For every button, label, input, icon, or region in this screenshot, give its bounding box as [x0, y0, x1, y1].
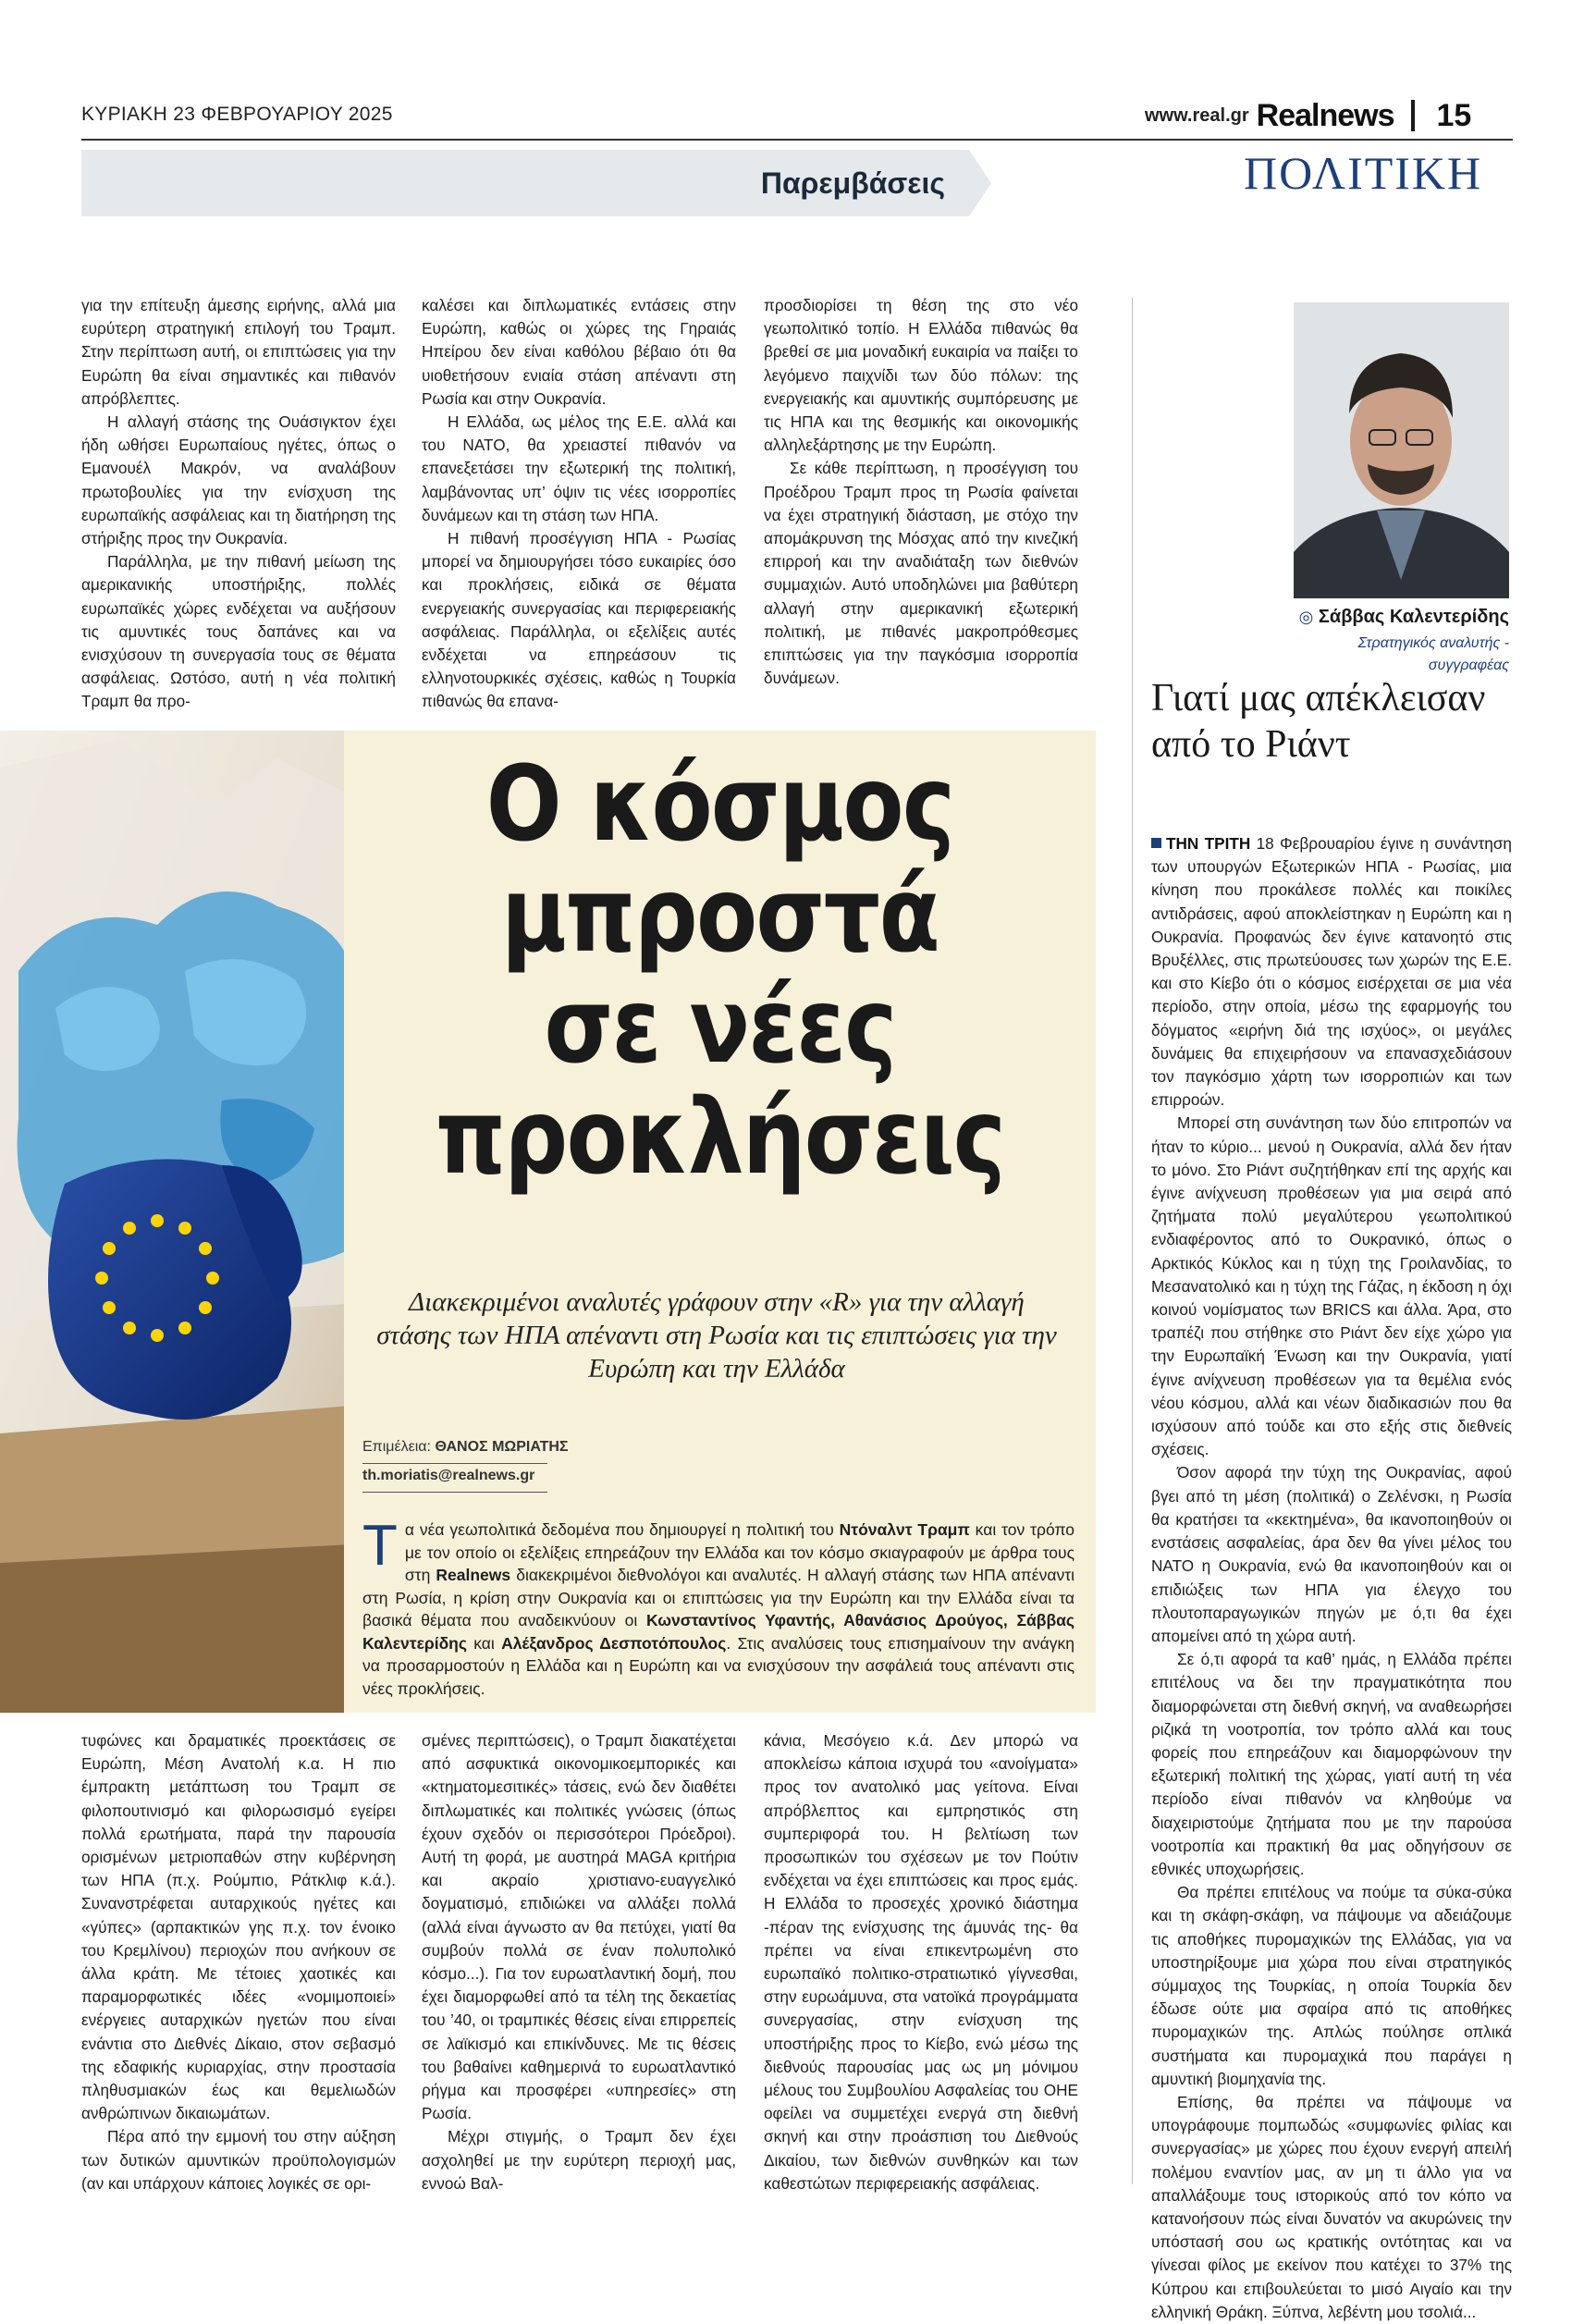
- eu-flag-icon: [48, 1159, 302, 1420]
- lower-column-2: [422, 1729, 736, 2195]
- paragraph: κάνια, Μεσόγειο κ.ά. Δεν μπορώ να αποκλείσω κάποια ισχυρά του «ανοίγματα» προς τον ανατολικό μας γείτονα. Είναι απρόβλεπτος και εμπρηστικός στη συμπεριφορά του. Η βελτίωση των προσωπικών του σχέσεων με τον Πούτιν ενδέχεται να έχει επιπτώσεις και προς εμάς. Η Ελλάδα το προσεχές χρονικό διάστημα -πέραν της ενίσχυσης της άμυνάς της- θα πρέπει να είναι επικεντρωμένη στο ευρωπαϊκό πολιτικο-στρατιωτικό γίγνεσθαι, στην ευρωάμυνα, στα νατοϊκά προγράμματα συνεργασίας, στην ενίσχυση της υποστήριξης προς το Κίεβο, ενώ μέσω της διεθνούς παρουσίας μας ως μη μόνιμου μέλους του Συμβουλίου Ασφαλείας του ΟΗΕ οφείλει να συμμετέχει ενεργά στη διεθνή σκηνή και στην προάσπιση του Διεθνούς Δικαίου, των διεθνών συνθηκών και των καθεστώτων περιφερειακής ασφάλειας.: [764, 1731, 1078, 2193]
- page-number: 15: [1436, 97, 1472, 133]
- paragraph: Σε ό,τι αφορά τα καθ’ ημάς, η Ελλάδα πρέπει επιτέλους να δει την πραγματικότητα που διαμορφώνεται στη διεθνή σκηνή, να αναθεωρήσει ριζικά τη νοοτροπία, τον τρόπο αλλά και τους φορείς που επηρεάζουν και διαμορφώνουν την εξωτερική πολιτική της χώρας, γιατί αυτή τη νέα περίοδο είναι πιθανόν να κληθούμε να διαχειριστούμε ζητήματα που με την παρούσα νοοτροπία και πρακτική θα μας οδηγήσουν σε εθνικές υποχωρήσεις.: [1151, 1650, 1512, 1878]
- lead-name: Κωνσταντίνος Υφαντής, Αθανάσιος Δρούγος, Σάββας Καλεντερίδης: [362, 1611, 1075, 1653]
- headline-line: προκλήσεις: [435, 1077, 1005, 1198]
- headline: [397, 744, 1043, 1198]
- lower-column-3: [764, 1729, 1078, 2195]
- paragraph: Η Ελλάδα, ως μέλος της Ε.Ε. αλλά και του ΝΑΤΟ, θα χρειαστεί πιθανόν να επανεξετάσει την εξωτερική της πολιτική, λαμβάνοντας υπ’ όψιν τις νέες ισορροπίες δυνάμεων και τη στάση των ΗΠΑ.: [422, 412, 736, 524]
- headline-line: σε νέες: [544, 966, 896, 1087]
- lead-text: και τον τρόπο με τον οποίο οι εξελίξεις επηρεάζουν την Ελλάδα και τον κόσμο σκιαγραφούν με άρθρα τους στη: [404, 1520, 1074, 1584]
- lead-name: Αλέξανδρος Δεσποτόπουλος: [501, 1633, 727, 1653]
- author-role-line: συγγραφέας: [1428, 658, 1509, 673]
- section-bar-arrow: [969, 150, 991, 216]
- paragraph: Όσον αφορά την τύχη της Ουκρανίας, αφού βγει από τη μέση (πολιτικά) ο Ζελένσκι, η Ρωσία θα κρατήσει τα «κεκτημένα», θα ικανοποιηθούν οι ενστάσεις ασφαλείας, άρα δεν θα γίνει μέλος του ΝΑΤΟ η Ουκρανία, ενώ θα ικανοποιηθούν και οι επιδιώξεις των ΗΠΑ για έλεγχο του πλουτοπαραγωγικών πηγών με ό,τι θα έχει απομείνει από τη χώρα αυτή.: [1151, 1463, 1512, 1645]
- headline-line: μπροστά: [501, 855, 939, 976]
- realnews-logo: Realnews: [1256, 97, 1394, 133]
- paragraph: Επίσης, θα πρέπει να πάψουμε να υπογράφουμε πομπωδώς «συμφωνίες φιλίας και συνεργασίας» με χώρες που έχουν ενεργή απειλή πολέμου εναντίον μας, αν μη τι άλλο για να απαλλάξουμε τους ιστορικούς από τον κόπο να κατανοήσουν πώς είναι δυνατόν να ακυρώνεις την υπόστασή σου ως κρατικής οντότητας και να γίνεσαι φίλος με εκείνον που κατέχει το 37% της Κύπρου και επιβουλεύεται το μισό Αιγαίο και την ελληνική Θράκη. Ξύπνα, λεβέντη μου τσολιά...: [1151, 2092, 1512, 2321]
- author-name-text: Σάββας Καλεντερίδης: [1318, 607, 1509, 627]
- paragraph: καλέσει και διπλωματικές εντάσεις στην Ευρώπη, καθώς οι χώρες της Γηραιάς Ηπείρου δεν είναι καθόλου βέβαιο ότι θα υιοθετήσουν ενιαία στάση απέναντι στη Ρωσία και στην Ουκρανία.: [422, 296, 736, 408]
- editor-rule: [362, 1492, 547, 1493]
- lead-text: 18 Φεβρουαρίου έγινε η συνάντηση των υπουργών Εξωτερικών ΗΠΑ - Ρωσίας, μια κίνηση που προκάλεσε πολλές και ποικίλες αντιδράσεις, αφού αποκλείστηκαν η Ευρώπη και η Ουκρανία. Προφανώς δεν έγινε κατανοητό στις Βρυξέλλες, στις πρωτεύουσες των χωρών της Ε.Ε. και στο Κίεβο ότι ο κόσμος εισέρχεται σε μια νέα περίοδο, στην οποία, μέσω της εφαρμογής του δόγματος «ειρήνη διά της ισχύος», οι μεγάλες δυνάμεις θα επιχειρήσουν να επανασχεδιάσουν τον παγκόσμιο χάρτη των ισορροπιών και των επιρροών.: [1151, 834, 1512, 1110]
- brand-block: [1145, 97, 1472, 133]
- subheadline: Διακεκριμένοι αναλυτές γράφουν στην «R» για την αλλαγή στάσης των ΗΠΑ απέναντι στη Ρωσία και τις επιπτώσεις για την Ευρώπη και την Ελλάδα: [376, 1287, 1057, 1383]
- opinion-body: [1151, 832, 1512, 2324]
- paragraph: Παράλληλα, με την πιθανή μείωση της αμερικανικής υποστήριξης, πολλές ευρωπαϊκές χώρες ενδέχεται να αυξήσουν τις αμυντικές τους δαπάνες και να ενισχύσουν τη συνεργασία τους σε θέματα ασφάλειας. Ωστόσο, αυτή η νέα πολιτική Τραμπ θα προ-: [81, 552, 396, 711]
- section-label: Παρεμβάσεις: [760, 166, 945, 200]
- world-map-eu-photo: [0, 731, 351, 1713]
- opinion-title: Γιατί μας απέκλεισαν από το Ριάντ: [1151, 677, 1486, 766]
- column-divider: [1132, 298, 1133, 2184]
- paragraph: τυφώνες και δραματικές προεκτάσεις σε Ευρώπη, Μέση Ανατολή κ.α. Η πιο έμπρακτη μετάπτωση του Τραμπ σε φιλοπουτινισμό και φιλορωσισμό εγείρει πολλά ερωτήματα, παρά την παρουσία ορισμένων μετριοπαθών στην κυβέρνηση των ΗΠΑ (π.χ. Ρούμπιο, Ράτκλιφ κ.ά.). Συνανστρέφεται αυταρχικούς ηγέτες και «γύπες» (αρπακτικών γης π.χ. τον ένοικο του Κρεμλίνου) περιοχών που ανήκουν σε άλλα κράτη. Με τέτοιες χαοτικές και παραμορφωτικές ιδέες «νομιμοποιεί» ενέργειες αυταρχικών ηγετών που είναι ενάντια στο Διεθνές Δίκαιο, στον σεβασμό της εδαφικής κυριαρχίας, στην προστασία πληθυσμιακών έως και θεμελιωδών ανθρώπινων δικαιωμάτων.: [81, 1731, 396, 2123]
- author-role: [1137, 633, 1509, 677]
- paragraph: σμένες περιπτώσεις), ο Τραμπ διακατέχεται από ασφυκτικά οικονομικοεμπορικές και «κτηματομεσιτικές» τάσεις, ενώ δεν διαθέτει διπλωματικές και πολιτικές γνώσεις (όπως έχουν σχεδόν οι περισσότεροι Πρόεδροι). Αυτή τη φορά, με αυστηρά MAGA κριτήρια και ακραίο χριστιανο-ευαγγελικό δογματισμό, επιδιώκει να αλλάξει πολλά (αλλά είναι άγνωστο αν θα πετύχει, γιατί θα συμβούν πολλά σε έναν πολυπολικό κόσμο...). Για τον ευρωατλαντική δομή, που έχει διαμορφωθεί από τα τέλη της δεκαετίας του ’40, οι τραμπικές θέσεις είναι επιρρεπείς σε λαϊκισμό και επικίνδυνες. Με τις θέσεις του βαθαίνει καθημερινά το ευρωατλαντικό ρήγμα και προσφέρει «υπηρεσίες» στη Ρωσία.: [422, 1731, 736, 2123]
- lead-name: Ντόναλντ Τραμπ: [839, 1520, 970, 1539]
- paragraph: Μέχρι στιγμής, ο Τραμπ δεν έχει ασχοληθεί με την ευρύτερη περιοχή μας, εννοώ Βαλ-: [422, 2127, 736, 2193]
- lead-tag: ΤΗΝ ΤΡΙΤΗ: [1166, 834, 1251, 853]
- category-title: ΠΟΛΙΤΙΚΗ: [1244, 147, 1483, 199]
- issue-date: ΚΥΡΙΑΚΗ 23 ΦΕΒΡΟΥΑΡΙΟΥ 2025: [81, 104, 393, 125]
- upper-column-2: [422, 294, 736, 714]
- paragraph: Θα πρέπει επιτέλους να πούμε τα σύκα-σύκα και τη σκάφη-σκάφη, να πάψουμε να αδειάζουμε τις αποθήκες πυρομαχικών της Ελλάδας, για να υποστηρίξουμε μια χώρα που είναι στρατηγικός σύμμαχος της Τουρκίας, η οποία Τουρκία δεν έδωσε ούτε μια σφαίρα από τις αποθήκες πυρομαχικών της. Απλώς πούλησε οπλικά συστήματα και πυρομαχικά που παράγει η αμυντική βιομηχανία της.: [1151, 1883, 1512, 2088]
- lower-column-1: [81, 1729, 396, 2195]
- headline-line: Ο κόσμος: [485, 744, 954, 865]
- paragraph: Η αλλαγή στάσης της Ουάσιγκτον έχει ήδη ωθήσει Ευρωπαίους ηγέτες, όπως ο Εμανουέλ Μακρόν, να αναλάβουν πρωτοβουλίες για την ενίσχυση της ευρωπαϊκής ασφάλειας και τη διατήρηση της στήριξης προς την Ουκρανία.: [81, 412, 396, 548]
- square-bullet-icon: [1151, 838, 1161, 848]
- author-portrait: [1294, 302, 1509, 598]
- header-separator: [1411, 100, 1415, 131]
- lead-paragraph: [362, 1514, 1075, 1700]
- paragraph: [1151, 832, 1512, 1112]
- lead-name: Realnews: [436, 1566, 511, 1584]
- lead-text: διακεκριμένοι διεθνολόγοι και αναλυτές. Η αλλαγή στάσης των ΗΠΑ απέναντι στη Ρωσία, η κρίση στην Ουκρανία και οι επιπτώσεις για την Ευρώπη και την Ελλάδα είναι τα βασικά θέματα που αναδεικνύουν οι: [362, 1566, 1075, 1629]
- header-rule: [81, 139, 1513, 141]
- editor-email[interactable]: th.moriatis@realnews.gr: [362, 1468, 535, 1483]
- editor-label: Επιμέλεια:: [362, 1439, 431, 1455]
- author-name: [1137, 607, 1509, 628]
- drop-cap: Τ: [362, 1514, 398, 1578]
- upper-column-1: [81, 294, 396, 714]
- paragraph: για την επίτευξη άμεσης ειρήνης, αλλά μια ευρύτερη στρατηγική επιλογή του Τραμπ. Στην περίπτωση αυτή, οι επιπτώσεις για την Ευρώπη θα είναι σημαντικές και πιθανόν απρόβλεπτες.: [81, 296, 396, 408]
- paragraph: Μπορεί στη συνάντηση των δύο επιτροπών να ήταν το κύριο... μενού η Ουκρανία, αλλά δεν ήταν το μόνο. Στο Ριάντ συζητήθηκαν επί της αρχής και έγινε ανίχνευση προθέσεων για μια σειρά από ζητήματα πολύ μεγαλύτερου γεωπολιτικού ενδιαφέροντος από το Ουκρανικό, όπως ο Αρκτικός Κύκλος και η τύχη της Γροιλανδίας, το Μεσανατολικό και η τύχη της Γάζας, η έκδοση η όχι κοινού νομίσματος των BRICS και άλλα. Άρα, στο τραπέζι που στήθηκε στο Ριάντ δεν είχε χώρο για την Ευρωπαϊκή Ένωση και την Ουκρανία, γιατί έγινε ανίχνευση προθέσεων για τα θεμέλια ενός νέου κόσμου, αλλά και νέων διαδικασιών που θα ισχύσουν από τούδε και στο εξής στις διεθνείς σχέσεις.: [1151, 1113, 1512, 1459]
- editor-name: ΘΑΝΟΣ ΜΩΡΙΑΤΗΣ: [435, 1439, 569, 1455]
- section-bar: [81, 150, 969, 216]
- circle-dot-icon: ◎: [1298, 608, 1314, 626]
- lead-text: . Στις αναλύσεις τους επισημαίνουν την ανάγκη να προσαρμοστούν η Ελλάδα και η Ευρώπη και να ενισχύσουν την ασφάλειά τους απέναντι στις νέες προκλήσεις.: [362, 1633, 1075, 1698]
- paragraph: Πέρα από την εμμονή του στην αύξηση των δυτικών αμυντικών προϋπολογισμών (αν και υπάρχουν κάποιες λογικές σε ορι-: [81, 2127, 396, 2193]
- lead-text: α νέα γεωπολιτικά δεδομένα που δημιουργεί η πολιτική του: [404, 1520, 840, 1539]
- author-role-line: Στρατηγικός αναλυτής -: [1357, 635, 1509, 651]
- upper-column-3: [764, 294, 1078, 690]
- paragraph: προσδιορίσει τη θέση της στο νέο γεωπολιτικό τοπίο. Η Ελλάδα πιθανώς θα βρεθεί σε μια μοναδική ευκαιρία να παίξει το λεγόμενο παιχνίδι των δύο πόλων: της ενεργειακής και αμυντικής συμπόρευσης με τις ΗΠΑ και της θεσμικής και οικονομικής αλληλεξάρτησης με την Ευρώπη.: [764, 296, 1078, 455]
- paragraph: Η πιθανή προσέγγιση ΗΠΑ - Ρωσίας μπορεί να δημιουργήσει τόσο ευκαιρίες όσο και προκλήσεις, ειδικά σε θέματα ενεργειακής συνεργασίας και περιφερειακής ασφάλειας. Παράλληλα, οι εξελίξεις αυτές ενδέχεται να επηρεάσουν τις ελληνοτουρκικές σχέσεις, καθώς η Τουρκία πιθανώς θα επανα-: [422, 529, 736, 711]
- site-url[interactable]: www.real.gr: [1145, 105, 1249, 126]
- editor-credit: [362, 1435, 569, 1493]
- hero-feature: [0, 731, 1096, 1713]
- lead-text: και: [466, 1633, 502, 1653]
- paragraph: Σε κάθε περίπτωση, η προσέγγιση του Προέδρου Τραμπ προς τη Ρωσία φαίνεται να έχει στρατηγική διάσταση, με στόχο την απομάκρυνση της Μόσχας από την κινεζική επιρροή και την αναδιάταξη των διεθνών συμμαχιών. Αυτό υποδηλώνει μια βαθύτερη αλλαγή στην αμερικανική εξωτερική πολιτική, με πιθανές μακροπρόθεσμες επιπτώσεις για την παγκόσμια ισορροπία δυνάμεων.: [764, 459, 1078, 688]
